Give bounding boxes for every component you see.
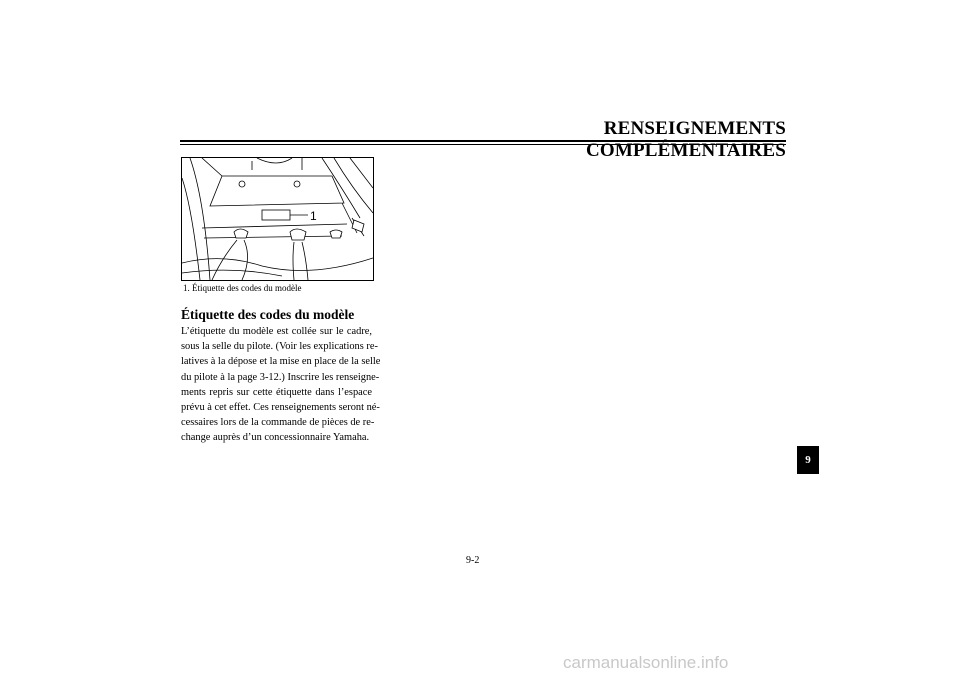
page-header-title: RENSEIGNEMENTS COMPLÉMENTAIRES [585,118,786,161]
body-line: L’étiquette du modèle est collée sur le cadre, [181,326,372,337]
body-line: latives à la dépose et la mise en place de la selle [181,356,381,368]
section-body [181,324,381,446]
body-line: ments repris sur cette étiquette dans l’espace [181,386,372,398]
body-line: change auprès d’un concessionnaire Yamaha. [181,432,370,444]
body-line: cessaires lors de la commande de pièces de re- [181,417,375,429]
watermark: carmanualsonline.info [563,653,729,672]
body-line: sous la selle du pilote. (Voir les explications re- [181,341,378,353]
model-label-figure [181,157,374,281]
chapter-tab: 9 [797,446,819,474]
header-rule-thin [180,144,786,145]
section-title: Étiquette des codes du modèle [181,307,355,322]
figure-callout-1: 1 [310,209,317,223]
body-line: du pilote à la page 3-12.) Inscrire les renseigne- [181,371,380,383]
header-rule [180,140,786,142]
model-label-rect [262,210,290,220]
figure-caption: 1. Étiquette des codes du modèle [183,283,302,293]
page-number: 9-2 [466,555,480,566]
body-line: prévu à cet effet. Ces renseignements seront né- [181,402,380,414]
